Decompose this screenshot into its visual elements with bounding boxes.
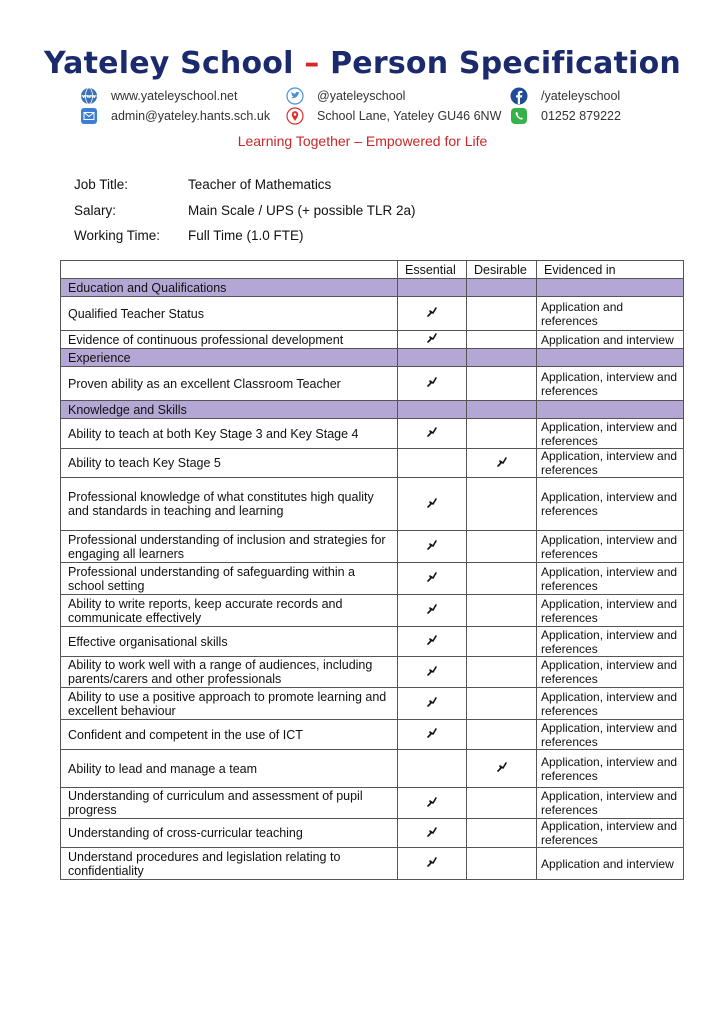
table-row	[61, 657, 684, 688]
table-header-row	[61, 261, 684, 279]
salary-label: Salary:	[74, 203, 117, 218]
table-row	[61, 788, 684, 819]
tick-icon	[426, 856, 438, 868]
section-title: Knowledge and Skills	[61, 401, 398, 419]
section-desirable-cell	[467, 279, 537, 297]
criterion-cell: Ability to use a positive approach to promote learning and excellent behaviour	[61, 688, 398, 720]
evidence-cell: Application, interview and references	[537, 657, 684, 688]
www-icon	[80, 87, 98, 105]
phone-text[interactable]: 01252 879222	[541, 109, 621, 123]
working-time-label: Working Time:	[74, 228, 161, 243]
criterion-cell: Proven ability as an excellent Classroom Teacher	[61, 367, 398, 401]
table-row	[61, 297, 684, 331]
evidence-cell: Application and interview	[537, 331, 684, 349]
table-row	[61, 331, 684, 349]
essential-cell	[398, 531, 467, 563]
person-specification-table	[60, 260, 684, 880]
criterion-cell: Ability to work well with a range of audiences, including parents/carers and other professionals	[61, 657, 398, 688]
page-title	[0, 46, 725, 81]
criterion-cell: Confident and competent in the use of ICT	[61, 720, 398, 750]
table-row	[61, 531, 684, 563]
evidence-cell: Application, interview and references	[537, 419, 684, 449]
twitter-icon	[286, 87, 304, 105]
working-time-value: Full Time (1.0 FTE)	[188, 228, 304, 243]
essential-cell	[398, 720, 467, 750]
tick-icon	[426, 376, 438, 388]
facebook-icon	[510, 87, 528, 105]
section-title: Experience	[61, 349, 398, 367]
section-evidence-cell	[537, 349, 684, 367]
evidence-cell: Application, interview and references	[537, 788, 684, 819]
table-row	[61, 720, 684, 750]
address-text: School Lane, Yateley GU46 6NW	[317, 109, 502, 123]
essential-cell	[398, 367, 467, 401]
phone-contact[interactable]	[510, 107, 621, 125]
criterion-cell: Qualified Teacher Status	[61, 297, 398, 331]
tick-icon	[496, 761, 508, 773]
table-row	[61, 627, 684, 657]
essential-cell	[398, 657, 467, 688]
essential-cell	[398, 419, 467, 449]
email-text[interactable]: admin@yateley.hants.sch.uk	[111, 109, 271, 123]
address-contact	[286, 107, 501, 125]
section-essential-cell	[398, 401, 467, 419]
section-evidence-cell	[537, 279, 684, 297]
essential-cell	[398, 750, 467, 788]
tick-icon	[426, 696, 438, 708]
job-title-value: Teacher of Mathematics	[188, 177, 332, 192]
essential-cell	[398, 848, 467, 880]
desirable-cell	[467, 750, 537, 788]
table-row	[61, 819, 684, 848]
desirable-cell	[467, 788, 537, 819]
desirable-cell	[467, 688, 537, 720]
tick-icon	[426, 796, 438, 808]
table-row	[61, 449, 684, 478]
criterion-cell: Understand procedures and legislation relating to confidentiality	[61, 848, 398, 880]
evidence-cell: Application, interview and references	[537, 478, 684, 531]
criterion-cell: Ability to lead and manage a team	[61, 750, 398, 788]
website-contact[interactable]	[80, 87, 237, 105]
evidence-cell: Application, interview and references	[537, 367, 684, 401]
essential-cell	[398, 788, 467, 819]
criterion-cell: Understanding of cross-curricular teaching	[61, 819, 398, 848]
tick-icon	[426, 426, 438, 438]
tick-icon	[426, 603, 438, 615]
tick-icon	[426, 826, 438, 838]
table-row	[61, 688, 684, 720]
salary-value: Main Scale / UPS (+ possible TLR 2a)	[188, 203, 416, 218]
section-essential-cell	[398, 279, 467, 297]
tick-icon	[426, 634, 438, 646]
website-text[interactable]: www.yateleyschool.net	[111, 89, 238, 103]
table-row	[61, 367, 684, 401]
essential-cell	[398, 688, 467, 720]
desirable-cell	[467, 595, 537, 627]
essential-cell	[398, 563, 467, 595]
evidence-cell: Application, interview and references	[537, 449, 684, 478]
tick-icon	[426, 332, 438, 344]
criterion-cell: Professional knowledge of what constitutes high quality and standards in teaching and learning	[61, 478, 398, 531]
desirable-cell	[467, 367, 537, 401]
tick-icon	[426, 727, 438, 739]
desirable-cell	[467, 297, 537, 331]
facebook-contact[interactable]	[510, 87, 620, 105]
evidence-cell: Application and interview	[537, 848, 684, 880]
tick-icon	[426, 497, 438, 509]
table-row	[61, 848, 684, 880]
criterion-cell: Professional understanding of inclusion and strategies for engaging all learners	[61, 531, 398, 563]
essential-cell	[398, 297, 467, 331]
twitter-text[interactable]: @yateleyschool	[317, 89, 406, 103]
desirable-header: Desirable	[467, 261, 537, 279]
evidence-cell: Application, interview and references	[537, 531, 684, 563]
evidence-cell: Application, interview and references	[537, 819, 684, 848]
tick-icon	[496, 456, 508, 468]
desirable-cell	[467, 720, 537, 750]
criterion-cell: Effective organisational skills	[61, 627, 398, 657]
evidence-cell: Application, interview and references	[537, 688, 684, 720]
section-desirable-cell	[467, 349, 537, 367]
desirable-cell	[467, 419, 537, 449]
criterion-cell: Understanding of curriculum and assessment of pupil progress	[61, 788, 398, 819]
email-icon	[80, 107, 98, 125]
tick-icon	[426, 665, 438, 677]
desirable-cell	[467, 531, 537, 563]
evidence-cell: Application, interview and references	[537, 627, 684, 657]
section-evidence-cell	[537, 401, 684, 419]
table-row	[61, 419, 684, 449]
section-row	[61, 349, 684, 367]
essential-cell	[398, 449, 467, 478]
essential-cell	[398, 595, 467, 627]
email-contact[interactable]	[80, 107, 270, 125]
title-document: Person Specification	[330, 46, 681, 81]
section-essential-cell	[398, 349, 467, 367]
desirable-cell	[467, 657, 537, 688]
essential-cell	[398, 819, 467, 848]
desirable-cell	[467, 563, 537, 595]
essential-cell	[398, 478, 467, 531]
table-row	[61, 750, 684, 788]
criterion-cell: Professional understanding of safeguarding within a school setting	[61, 563, 398, 595]
evidence-cell: Application and references	[537, 297, 684, 331]
evidence-cell: Application, interview and references	[537, 750, 684, 788]
svg-text:www: www	[82, 94, 96, 100]
evidenced-header: Evidenced in	[537, 261, 684, 279]
location-icon	[286, 107, 304, 125]
table-row	[61, 595, 684, 627]
tick-icon	[426, 571, 438, 583]
section-row	[61, 401, 684, 419]
criteria-header	[61, 261, 398, 279]
criterion-cell: Ability to write reports, keep accurate records and communicate effectively	[61, 595, 398, 627]
table-row	[61, 563, 684, 595]
criterion-cell: Ability to teach Key Stage 5	[61, 449, 398, 478]
spec-table-body	[61, 261, 684, 880]
evidence-cell: Application, interview and references	[537, 563, 684, 595]
evidence-cell: Application, interview and references	[537, 595, 684, 627]
section-title: Education and Qualifications	[61, 279, 398, 297]
facebook-text[interactable]: /yateleyschool	[541, 89, 621, 103]
essential-cell	[398, 331, 467, 349]
tick-icon	[426, 539, 438, 551]
whatsapp-icon	[510, 107, 528, 125]
essential-cell	[398, 627, 467, 657]
evidence-cell: Application, interview and references	[537, 720, 684, 750]
desirable-cell	[467, 848, 537, 880]
title-school: Yateley School	[44, 46, 294, 81]
desirable-cell	[467, 627, 537, 657]
desirable-cell	[467, 819, 537, 848]
job-title-label: Job Title:	[74, 177, 129, 192]
twitter-contact[interactable]	[286, 87, 405, 105]
section-desirable-cell	[467, 401, 537, 419]
essential-header: Essential	[398, 261, 467, 279]
desirable-cell	[467, 478, 537, 531]
criterion-cell: Ability to teach at both Key Stage 3 and Key Stage 4	[61, 419, 398, 449]
table-row	[61, 478, 684, 531]
criterion-cell: Evidence of continuous professional development	[61, 331, 398, 349]
desirable-cell	[467, 449, 537, 478]
tick-icon	[426, 306, 438, 318]
title-dash: –	[304, 46, 320, 81]
desirable-cell	[467, 331, 537, 349]
tagline: Learning Together – Empowered for Life	[237, 133, 488, 149]
section-row	[61, 279, 684, 297]
